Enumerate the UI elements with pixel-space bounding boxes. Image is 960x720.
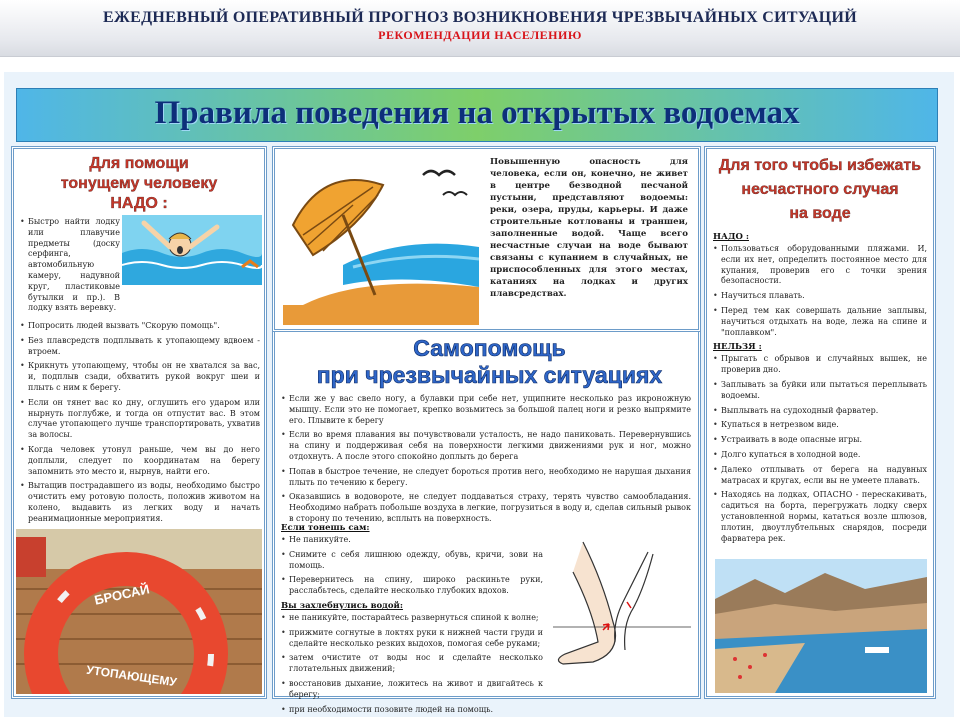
drowning-person-image xyxy=(122,215,262,285)
left-title-line-2: тонущему человеку xyxy=(60,175,218,192)
choke-title: Вы захлебнулись водой: xyxy=(281,600,403,611)
list-item: • Пользоваться оборудованными пляжами. И, если их нет, определить постоянное место для купания, проверив его с точки зрения безопасности. xyxy=(713,244,927,287)
list-item: • прижмите согнутые в локтях руки к нижней части груди и сделайте несколько резких выдохов, помогая себе руками; xyxy=(281,628,543,650)
sink-title: Если тонешь сам: xyxy=(281,523,370,533)
selfhelp-title-line-2: при чрезвычайных ситуациях xyxy=(316,362,663,388)
list-item: • Снимите с себя лишнюю одежду, обувь, кричи, зови на помощь. xyxy=(281,550,543,572)
left-panel xyxy=(11,146,267,699)
right-rules xyxy=(713,229,927,548)
list-item: • Вытащив пострадавшего из воды, необходимо быстро очистить ему ротовую полость, положив животом на колено, выдавить из легких воду и начать реанимационные мероприятия. xyxy=(20,481,260,524)
poster-banner xyxy=(16,88,938,142)
header-subtitle: РЕКОМЕНДАЦИИ НАСЕЛЕНИЮ xyxy=(378,28,582,42)
beach-photo xyxy=(715,559,927,693)
left-list xyxy=(20,321,260,529)
beach-umbrella-image xyxy=(283,155,479,325)
list-item: • Без плавсредств подплывать к утопающему вдвоем - втроем. xyxy=(20,336,260,358)
right-title-line-3: на воде xyxy=(789,205,851,222)
list-item: • не паникуйте, постарайтесь развернуться спиной к волне; xyxy=(281,613,543,624)
poster xyxy=(4,72,954,717)
list-item: • Попав в быстрое течение, не следует бороться против него, необходимо не нарушая дыхания плыть по течению к берегу. xyxy=(281,467,691,489)
list-item: • восстановив дыхание, ложитесь на живот и двигайтесь к берегу; xyxy=(281,679,543,701)
list-item: • Перед тем как совершать дальние заплывы, научиться отдыхать на воде, лежа на спине и "поплавком". xyxy=(713,306,927,338)
list-item: • Научиться плавать. xyxy=(713,291,927,302)
right-title-line-1: Для того чтобы избежать xyxy=(718,157,922,174)
list-item: • Выплывать на судоходный фарватер. xyxy=(713,406,927,417)
list-item: • Если во время плавания вы почувствовали усталость, не надо паниковать. Перевернувшись на спину и поддерживая себя на поверхности легкими движениями рук и ног, можно отдохнуть. А после этого спокойно доплыть до берега xyxy=(281,430,691,462)
right-panel xyxy=(704,146,936,699)
list-item: • Если он тянет вас ко дну, оглушить его ударом или нырнуть поглубже, и тогда он отпустит вас. В этом случае утопающего лучше транспортировать, ухватив за волосы. xyxy=(20,398,260,441)
list-item: • Не паникуйте. xyxy=(281,535,543,546)
buoy-text-1: БРОСАЙ xyxy=(93,581,151,608)
left-title-line-3: НАДО : xyxy=(110,195,168,212)
list-item: • Если же у вас свело ногу, а булавки при себе нет, ущипните несколько раз икроножную мышцу. Если это не помогает, крепко возьмитесь за большой палец ноги и резко выпрямите его. Плывите к берегу xyxy=(281,394,691,426)
list-item: • Быстро найти лодку или плавучие предметы (доску серфинга, автомобильную камеру, надувной круг, пластиковые бутылки и пр.). В лодку взять веревку. xyxy=(20,217,120,314)
list-item: • Когда человек утонул раньше, чем вы до него доплыли, следует по координатам на берегу запомнить это место и, нырнув, найти его. xyxy=(20,445,260,477)
list-item: • Заплывать за буйки или пытаться переплывать водоемы. xyxy=(713,380,927,402)
poster-title: Правила поведения на открытых водоемах xyxy=(154,95,800,131)
leg-cramp-image xyxy=(553,532,691,682)
header-bar xyxy=(0,0,960,57)
list-item: • Перевернитесь на спину, широко раскиньте руки, расслабьтесь, сделайте несколько глубоких вдохов. xyxy=(281,575,543,597)
list-item: • Оказавшись в водовороте, не следует поддаваться страху, терять чувство самообладания. Необходимо набрать побольше воздуха в легкие, погрузиться в воду и, сделав сильный рывок в сторону по течению, всплыть на поверхность. xyxy=(281,492,691,524)
list-item: • Далеко отплывать от берега на надувных матрасах и кругах, если вы не умеете плавать. xyxy=(713,465,927,487)
list-item: • Устраивать в воде опасные игры. xyxy=(713,435,927,446)
list-item: • Находясь на лодках, ОПАСНО - перескакивать, садиться на борта, перегружать лодку сверх установленной нормы, кататься возле шлюзов, плотин, двоутлубтельных снарядов, посреди фарватера рек. xyxy=(713,490,927,544)
buoy-text-2: УТОПАЮЩЕМУ xyxy=(85,662,178,690)
list-item: • Прыгать с обрывов и случайных вышек, не проверив дно. xyxy=(713,354,927,376)
selfhelp-panel xyxy=(272,332,701,714)
left-title-line-1: Для помощи xyxy=(89,155,189,172)
mustnot-title: НЕЛЬЗЯ : xyxy=(713,342,762,353)
sink-section xyxy=(281,520,543,719)
list-item: • затем очистите от воды нос и сделайте несколько глотательных движений; xyxy=(281,653,543,675)
selfhelp-list xyxy=(281,394,691,529)
left-first-item xyxy=(20,217,120,318)
intro-text: Повышенную опасность для человека, если он, конечно, не живет в центре безводной песчаной пустыни, представляют водоемы: реки, озера, пруды, карьеры. И даже строительные котлованы и траншеи, заполненные водой. Чаще всего несчастные случаи на воде бывают связаны с купанием в случайных, не приспособленных для этого местах, катаниях на лодках и других плавсредствах. xyxy=(490,157,688,300)
list-item: • Крикнуть утопающему, чтобы он не хватался за вас, и, подплыв сзади, обхватить рукой вокруг шеи и плыть с ним к берегу. xyxy=(20,361,260,393)
right-title-line-2: несчастного случая xyxy=(741,181,899,198)
list-item: • Долго купаться в холодной воде. xyxy=(713,450,927,461)
header-title: ЕЖЕДНЕВНЫЙ ОПЕРАТИВНЫЙ ПРОГНОЗ ВОЗНИКНОВЕНИЯ ЧРЕЗВЫЧАЙНЫХ СИТУАЦИЙ xyxy=(103,9,857,26)
list-item: • Купаться в нетрезвом виде. xyxy=(713,420,927,431)
selfhelp-title-line-1: Самопомощь xyxy=(413,335,566,361)
list-item: • при необходимости позовите людей на помощь. xyxy=(281,705,543,716)
list-item: • Попросить людей вызвать "Скорую помощь". xyxy=(20,321,260,332)
life-buoy-image xyxy=(16,529,262,694)
must-title: НАДО : xyxy=(713,232,750,242)
